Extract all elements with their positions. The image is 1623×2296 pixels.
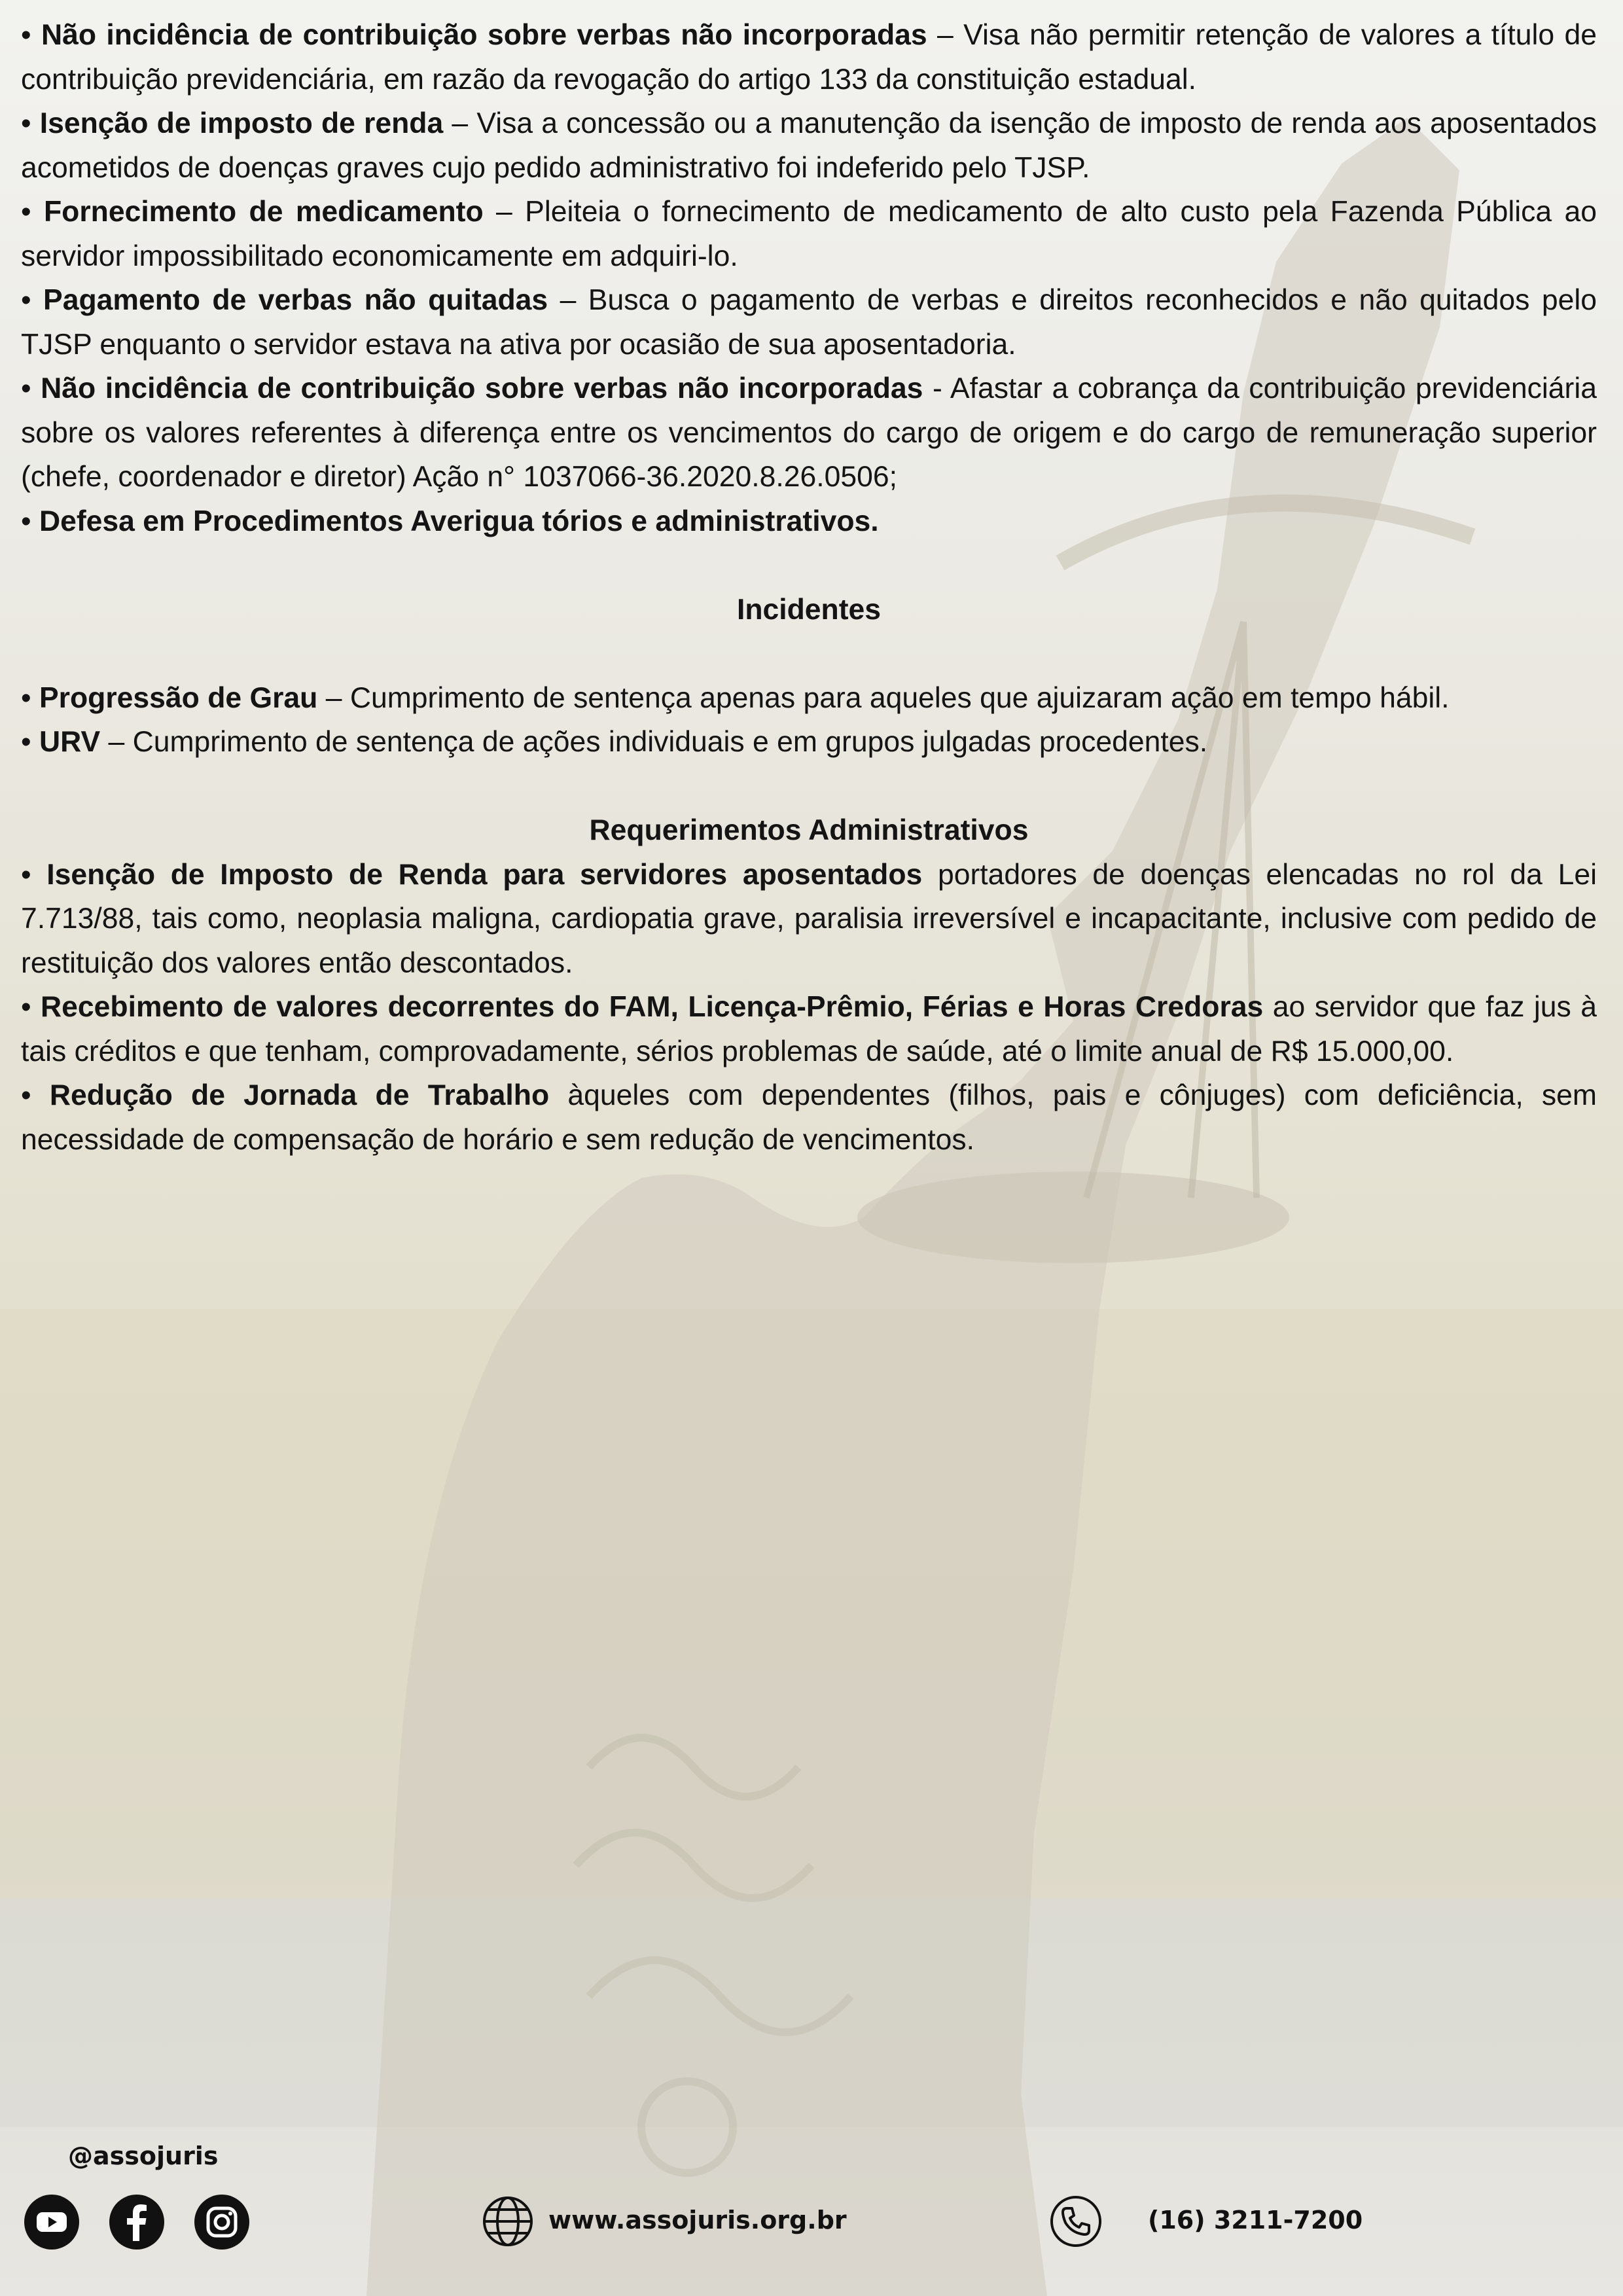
bullet: •	[21, 19, 31, 51]
phone-icon	[1048, 2194, 1103, 2249]
item-title: Defesa em Procedimentos Averigua tórios e administrativos.	[39, 505, 879, 537]
list-item	[21, 676, 1597, 721]
social-handle: @assojuris	[68, 2142, 219, 2170]
bullet: •	[21, 1079, 31, 1111]
phone-number[interactable]: (16) 3211-7200	[1148, 2206, 1363, 2234]
list-item	[21, 278, 1597, 367]
item-title: Redução de Jornada de Trabalho	[49, 1079, 550, 1111]
item-description: - Afastar a cobrança da contribuição previdenciária sobre os valores referentes à diferença entre os vencimentos do cargo de origem e do cargo de remuneração superior (chefe, coordenador e diretor) Ação n° 1037066-36.2020.8.26.0506;	[21, 372, 1597, 493]
incidentes-heading: Incidentes	[736, 593, 882, 626]
item-title: Progressão de Grau	[39, 681, 318, 714]
youtube-icon[interactable]	[24, 2194, 80, 2250]
list-item	[21, 499, 1597, 544]
incidentes-list	[21, 676, 1597, 764]
item-title: URV	[39, 726, 101, 758]
item-title: Fornecimento de medicamento	[43, 196, 484, 228]
bullet: •	[21, 372, 31, 404]
spacer	[21, 543, 1597, 588]
globe-icon	[480, 2194, 535, 2249]
item-title: Não incidência de contribuição sobre verbas não incorporadas	[41, 372, 923, 404]
item-title: Isenção de imposto de renda	[39, 107, 444, 139]
instagram-icon[interactable]	[194, 2194, 250, 2250]
item-title: Recebimento de valores decorrentes do FAM, Licença-Prêmio, Férias e Horas Credoras	[41, 991, 1264, 1023]
list-item	[21, 1073, 1597, 1162]
item-description: àqueles com dependentes (filhos, pais e cônjuges) com deficiência, sem necessidade de compensação de horário e sem redução de vencimentos.	[21, 1079, 1597, 1156]
item-title: Pagamento de verbas não quitadas	[43, 284, 548, 316]
list-item	[21, 853, 1597, 986]
bullet: •	[21, 107, 31, 139]
document-body	[21, 13, 1597, 1162]
list-item	[21, 720, 1597, 764]
requerimentos-list	[21, 853, 1597, 1162]
item-description: – Busca o pagamento de verbas e direitos reconhecidos e não quitados pelo TJSP enquanto o servidor estava na ativa por ocasião de sua aposentadoria.	[21, 284, 1597, 361]
bullet: •	[21, 284, 31, 316]
list-item	[21, 13, 1597, 101]
item-description: – Visa a concessão ou a manutenção da isenção de imposto de renda aos aposentados acometidos de doenças graves cujo pedido administrativo foi indeferido pelo TJSP.	[21, 107, 1597, 184]
item-description: ao servidor que faz jus à tais créditos e que tenham, comprovadamente, sérios problemas de saúde, até o limite anual de R$ 15.000,00.	[21, 991, 1597, 1067]
bullet: •	[21, 196, 31, 228]
legal-actions-list	[21, 13, 1597, 543]
item-description: – Cumprimento de sentença de ações individuais e em grupos julgadas procedentes.	[100, 726, 1208, 758]
bullet: •	[21, 681, 31, 714]
item-title: Isenção de Imposto de Renda para servidores aposentados	[46, 858, 923, 891]
bullet: •	[21, 505, 31, 537]
bullet: •	[21, 726, 31, 758]
list-item	[21, 985, 1597, 1073]
facebook-icon[interactable]	[109, 2194, 165, 2250]
website-link[interactable]: www.assojuris.org.br	[548, 2206, 847, 2234]
item-description: – Cumprimento de sentença apenas para aqueles que ajuizaram ação em tempo hábil.	[317, 681, 1450, 714]
item-title: Não incidência de contribuição sobre verbas não incorporadas	[41, 19, 927, 51]
item-description: – Visa não permitir retenção de valores a título de contribuição previdenciária, em razão da revogação do artigo 133 da constituição estadual.	[21, 19, 1597, 96]
item-description: – Pleiteia o fornecimento de medicamento de alto custo pela Fazenda Pública ao servidor impossibilitado economicamente em adquiri-lo.	[21, 196, 1597, 272]
spacer	[21, 632, 1597, 676]
list-item	[21, 101, 1597, 190]
requerimentos-heading: Requerimentos Administrativos	[589, 814, 1029, 846]
bullet: •	[21, 991, 31, 1023]
bullet: •	[21, 858, 31, 891]
item-description: portadores de doenças elencadas no rol da Lei 7.713/88, tais como, neoplasia maligna, cardiopatia grave, paralisia irreversível e incapacitante, inclusive com pedido de restituição dos valores então descontados.	[21, 858, 1597, 979]
list-item	[21, 367, 1597, 499]
list-item	[21, 190, 1597, 278]
spacer	[21, 764, 1597, 809]
